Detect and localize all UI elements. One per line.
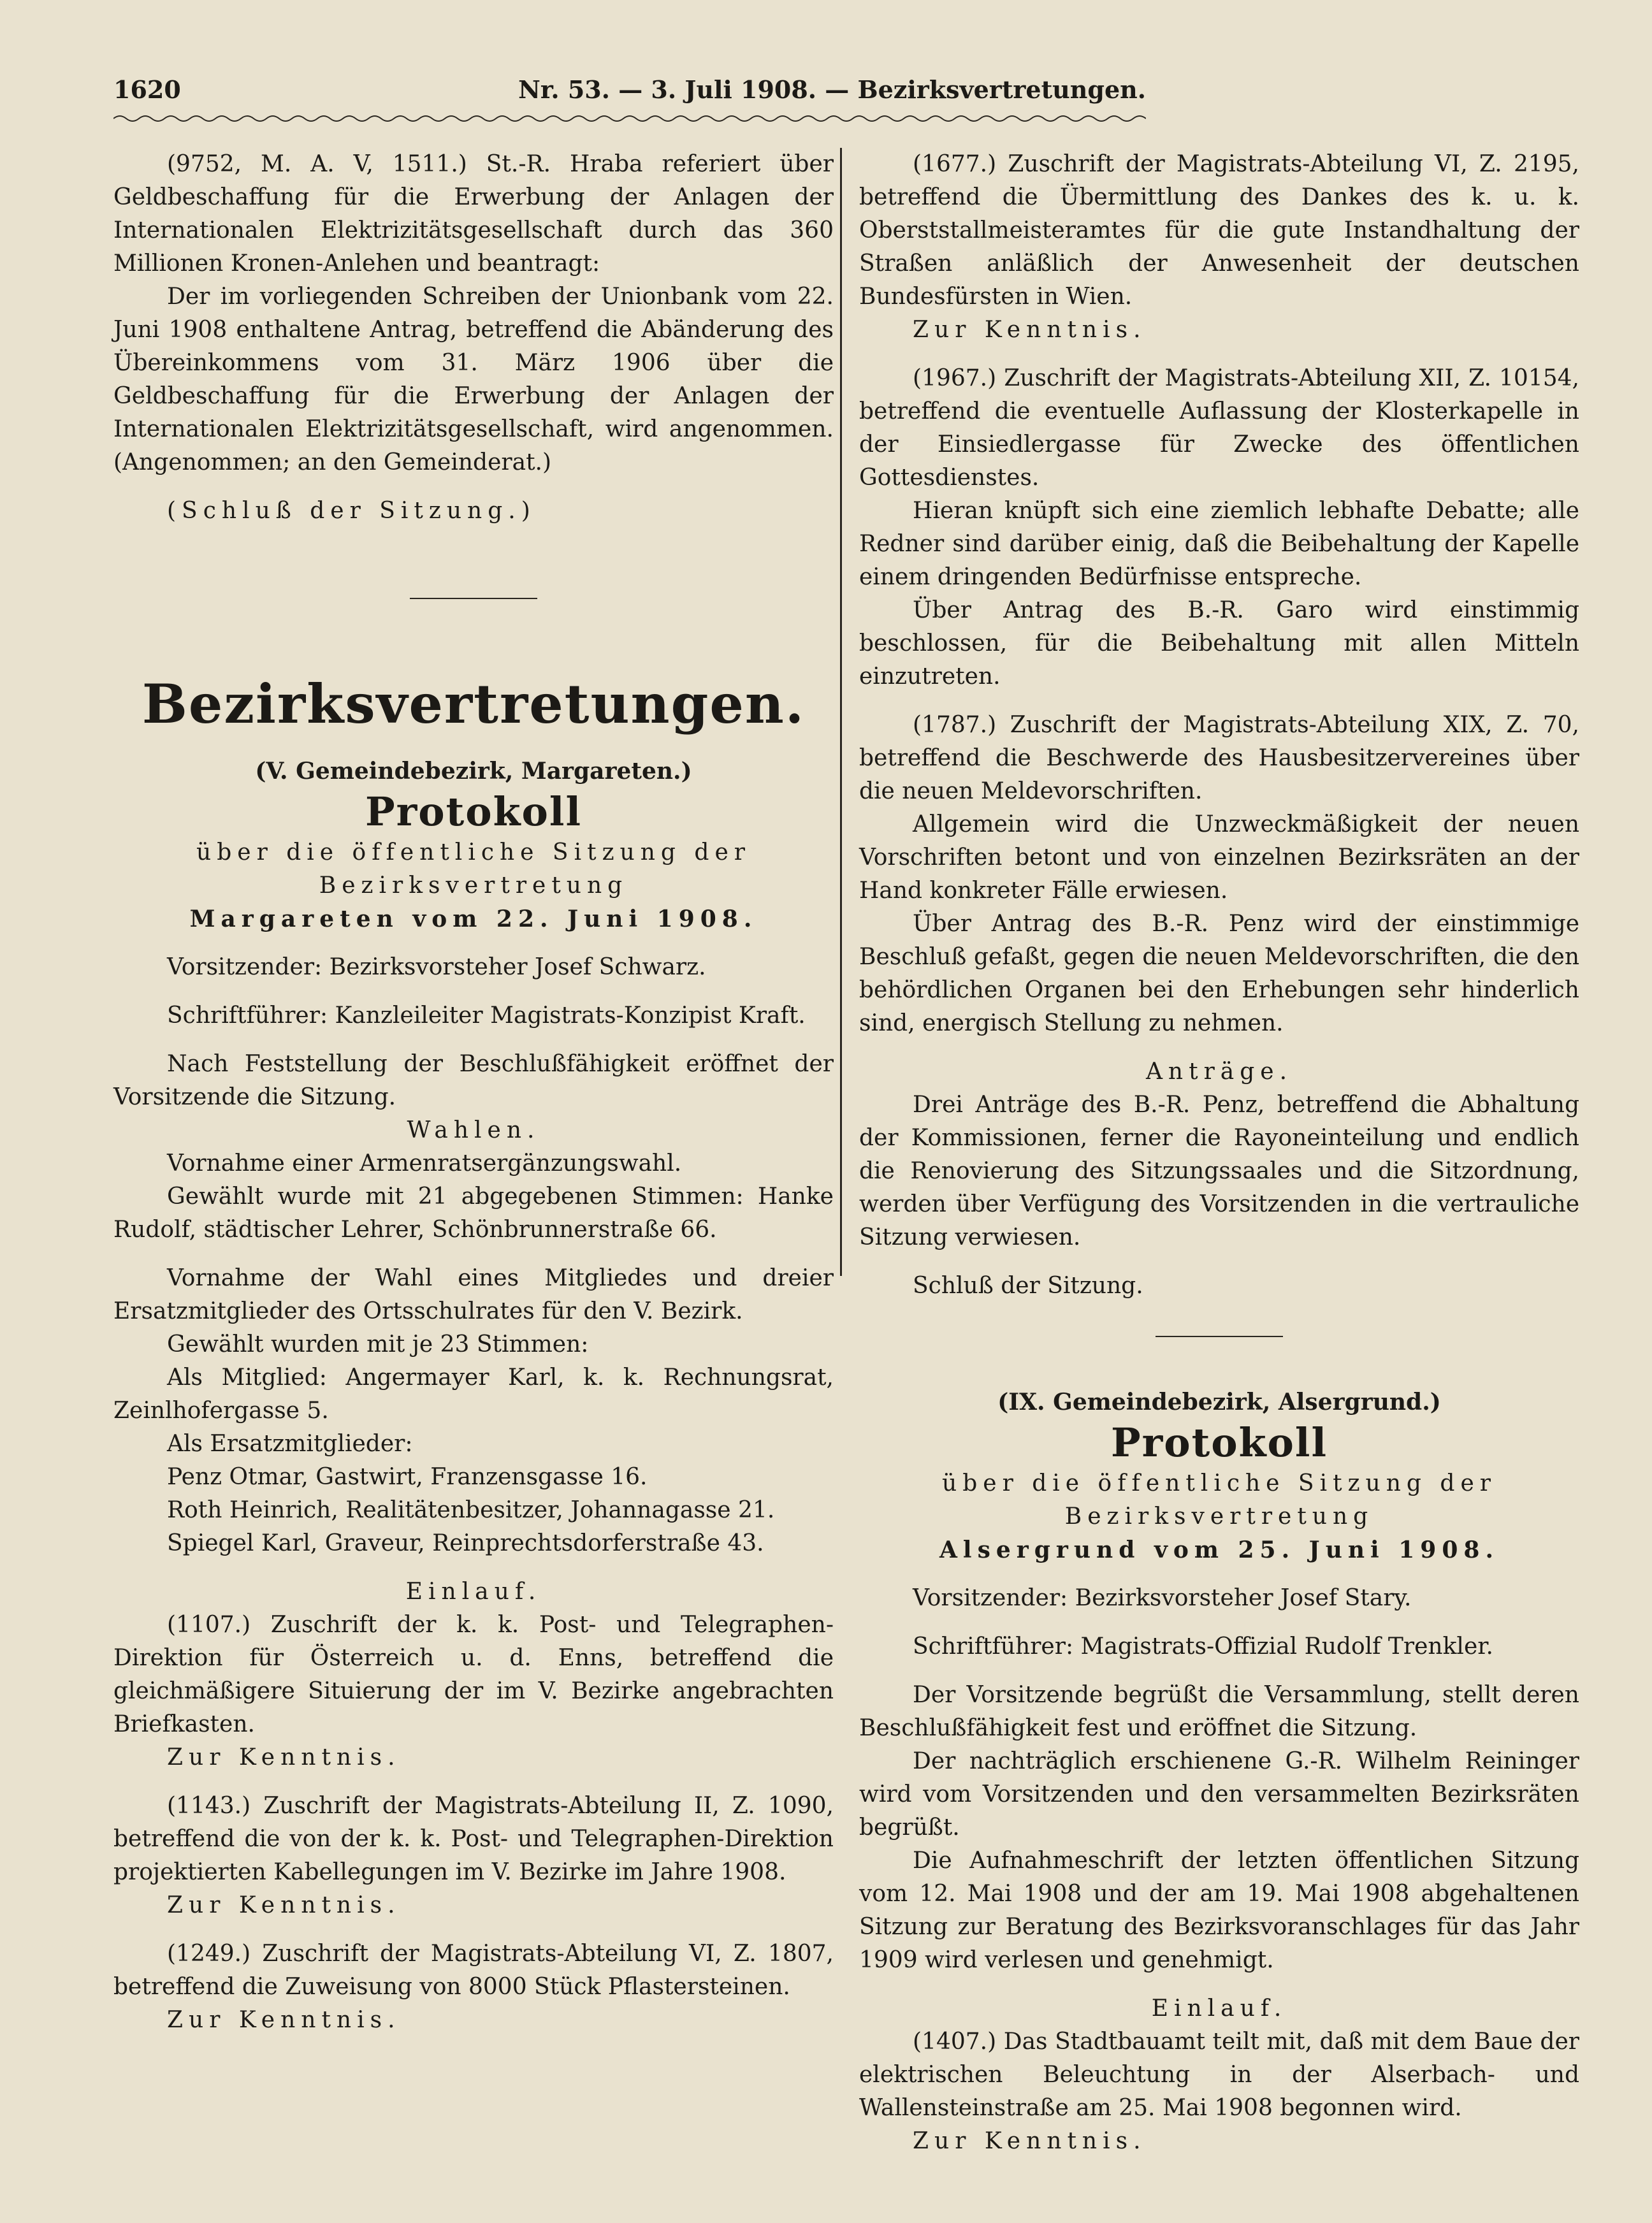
wahlen-heading: Wahlen. <box>407 1117 540 1143</box>
election-line-4: Gewählt wurden mit je 23 Stimmen: <box>167 1331 589 1358</box>
item-1677: (1677.) Zuschrift der Magistrats-Abteilung VI, Z. 2195, betreffend die Übermittlung des Dankes des k. u. k. Oberststallmeisteramtes für die gute Instandhaltung der Straßen anläßlich der Anwesenheit der deutschen Bundesfürsten in Wien. <box>859 151 1579 310</box>
item-1787-discussion: Allgemein wird die Unzweckmäßigkeit der neuen Vorschriften betont und von einzelnen Bezirksräten an der Hand konkreter Fälle erwiesen. <box>859 811 1579 904</box>
opening-paragraph: Nach Feststellung der Beschlußfähigkeit eröffnet der Vorsitzende die Sitzung. <box>113 1051 834 1110</box>
ix-paragraph-1: Der Vorsitzende begrüßt die Versammlung, stellt deren Beschlußfähigkeit fest und eröffnet die Sitzung. <box>859 1682 1579 1741</box>
einlauf-heading: Einlauf. <box>405 1579 542 1605</box>
ix-paragraph-3: Die Aufnahmeschrift der letzten öffentlichen Sitzung vom 12. Mai 1908 und der am 19. Mai 1908 abgehaltenen Sitzung zur Beratung des Bezirksvoranschlages für das Jahr 1909 wird verlesen und genehmigt. <box>859 1848 1579 1973</box>
item-1967-decision: Über Antrag des B.-R. Garo wird einstimmig beschlossen, für die Beibehaltung mit allen Mitteln einzutreten. <box>859 597 1579 690</box>
einlauf-item-1249-note: Zur Kenntnis. <box>167 2007 401 2033</box>
election-line-5: Als Mitglied: Angermayer Karl, k. k. Rechnungsrat, Zeinlhofergasse 5. <box>113 1365 834 1424</box>
paragraph-antrag: Der im vorliegenden Schreiben der Unionbank vom 22. Juni 1908 enthaltene Antrag, betreffend die Abänderung des Übereinkommens vom 31. März 1906 über die Geldbeschaffung für die Erwerbung der Anlagen der Internationalen Elektrizitätsgesellschaft, wird angenommen. (Angenommen; an den Gemeinderat.) <box>113 284 834 475</box>
column-divider <box>840 148 842 1276</box>
item-1787: (1787.) Zuschrift der Magistrats-Abteilung XIX, Z. 70, betreffend die Beschwerde des Hausbesitzervereines über die neuen Meldevorschriften. <box>859 712 1579 804</box>
einlauf-item-1107: (1107.) Zuschrift der k. k. Post- und Telegraphen-Direktion für Österreich u. d. Enns, betreffend die gleichmäßigere Situierung der im V. Bezirke angebrachten Briefkasten. <box>113 1612 834 1737</box>
einlauf-item-1143-note: Zur Kenntnis. <box>167 1892 401 1918</box>
chair-line-ix: Vorsitzender: Bezirksvorsteher Josef Stary. <box>913 1585 1412 1611</box>
item-1787-decision: Über Antrag des B.-R. Penz wird der einstimmige Beschluß gefaßt, gegen die neuen Meldevorschriften, die den behördlichen Organen bei den Erhebungen sehr hinderlich sind, energisch Stellung zu nehmen. <box>859 911 1579 1036</box>
protokoll-ix-subtitle-1: über die öffentliche Sitzung der Bezirksvertretung <box>942 1470 1496 1530</box>
antraege-heading: Anträge. <box>1145 1059 1293 1085</box>
einlauf-heading-ix: Einlauf. <box>1151 1995 1287 2022</box>
page-header <box>113 75 1146 113</box>
einlauf-item-1407-note: Zur Kenntnis. <box>913 2128 1147 2154</box>
district-heading-ix: (IX. Gemeindebezirk, Alsergrund.) <box>997 1389 1441 1416</box>
secretary-line: Schriftführer: Kanzleileiter Magistrats-Konzipist Kraft. <box>167 1003 806 1029</box>
item-1967: (1967.) Zuschrift der Magistrats-Abteilung XII, Z. 10154, betreffend die eventuelle Auflassung der Klosterkapelle in der Einsiedlergasse für Zwecke des öffentlichen Gottesdienstes. <box>859 365 1579 491</box>
right-column <box>859 148 1579 2158</box>
paragraph-hraba: (9752, M. A. V, 1511.) St.-R. Hraba referiert über Geldbeschaffung für die Erwerbung der Anlagen der Internationalen Elektrizitätsgesellschaft durch das 360 Millionen Kronen-Anlehen und beantragt: <box>113 151 834 277</box>
running-title: Nr. 53. — 3. Juli 1908. — Bezirksvertretungen. <box>518 75 1146 104</box>
election-line-3: Vornahme der Wahl eines Mitgliedes und dreier Ersatzmitglieder des Ortsschulrates für den V. Bezirk. <box>113 1265 834 1324</box>
einlauf-item-1107-note: Zur Kenntnis. <box>167 1744 401 1770</box>
election-line-6: Als Ersatzmitglieder: <box>167 1431 413 1457</box>
protokoll-subtitle-1: über die öffentliche Sitzung der Bezirksvertretung <box>196 839 751 899</box>
einlauf-item-1407: (1407.) Das Stadtbauamt teilt mit, daß mit dem Baue der elektrischen Beleuchtung in der Alserbach- und Wallensteinstraße am 25. Mai 1908 begonnen wird. <box>859 2029 1579 2121</box>
header-wavy-rule <box>113 113 1146 124</box>
einlauf-item-1143: (1143.) Zuschrift der Magistrats-Abteilung II, Z. 1090, betreffend die von der k. k. Post- und Telegraphen-Direktion projektierten Kabellegungen im V. Bezirke im Jahre 1908. <box>113 1793 834 1885</box>
einlauf-item-1249: (1249.) Zuschrift der Magistrats-Abteilung VI, Z. 1807, betreffend die Zuweisung von 8000 Stück Pflastersteinen. <box>113 1941 834 2000</box>
secretary-line-ix: Schriftführer: Magistrats-Offizial Rudolf Trenkler. <box>913 1633 1493 1660</box>
section-title: Bezirksvertretungen. <box>141 672 806 735</box>
protokoll-heading: Protokoll <box>365 788 583 835</box>
item-1967-debate: Hieran knüpft sich eine ziemlich lebhafte Debatte; alle Redner sind darüber einig, daß die Beibehaltung der Kapelle einem dringenden Bedürfnisse entspreche. <box>859 498 1579 590</box>
antraege-paragraph: Drei Anträge des B.-R. Penz, betreffend die Abhaltung der Kommissionen, ferner die Rayoneinteilung und endlich die Renovierung des Sitzungssaales und die Sitzordnung, werden über Verfügung des Vorsitzenden in die vertrauliche Sitzung verwiesen. <box>859 1092 1579 1250</box>
page-number: 1620 <box>113 75 181 104</box>
election-line-9: Spiegel Karl, Graveur, Reinprechtsdorferstraße 43. <box>167 1530 764 1556</box>
election-line-8: Roth Heinrich, Realitätenbesitzer, Johannagasse 21. <box>167 1497 775 1523</box>
chair-line: Vorsitzender: Bezirksvorsteher Josef Schwarz. <box>167 954 706 980</box>
protokoll-ix-subtitle-2: Alsergrund vom 25. Juni 1908. <box>939 1537 1499 1563</box>
left-column <box>113 148 834 2037</box>
item-1677-note: Zur Kenntnis. <box>913 317 1147 343</box>
district-heading: (V. Gemeindebezirk, Margareten.) <box>255 758 692 785</box>
session-end: Schluß der Sitzung. <box>913 1273 1143 1299</box>
protokoll-subtitle-2: Margareten vom 22. Juni 1908. <box>189 906 758 932</box>
protokoll-heading-ix: Protokoll <box>1110 1419 1328 1466</box>
ix-paragraph-2: Der nachträglich erschienene G.-R. Wilhelm Reininger wird vom Vorsitzenden und den versammelten Bezirksräten begrüßt. <box>859 1748 1579 1841</box>
session-end-note: (Schluß der Sitzung.) <box>167 498 536 524</box>
election-line-1: Vornahme einer Armenratsergänzungswahl. <box>167 1150 682 1177</box>
election-line-7: Penz Otmar, Gastwirt, Franzensgasse 16. <box>167 1464 648 1490</box>
election-line-2: Gewählt wurde mit 21 abgegebenen Stimmen: Hanke Rudolf, städtischer Lehrer, Schönbrunnerstraße 66. <box>113 1184 834 1243</box>
